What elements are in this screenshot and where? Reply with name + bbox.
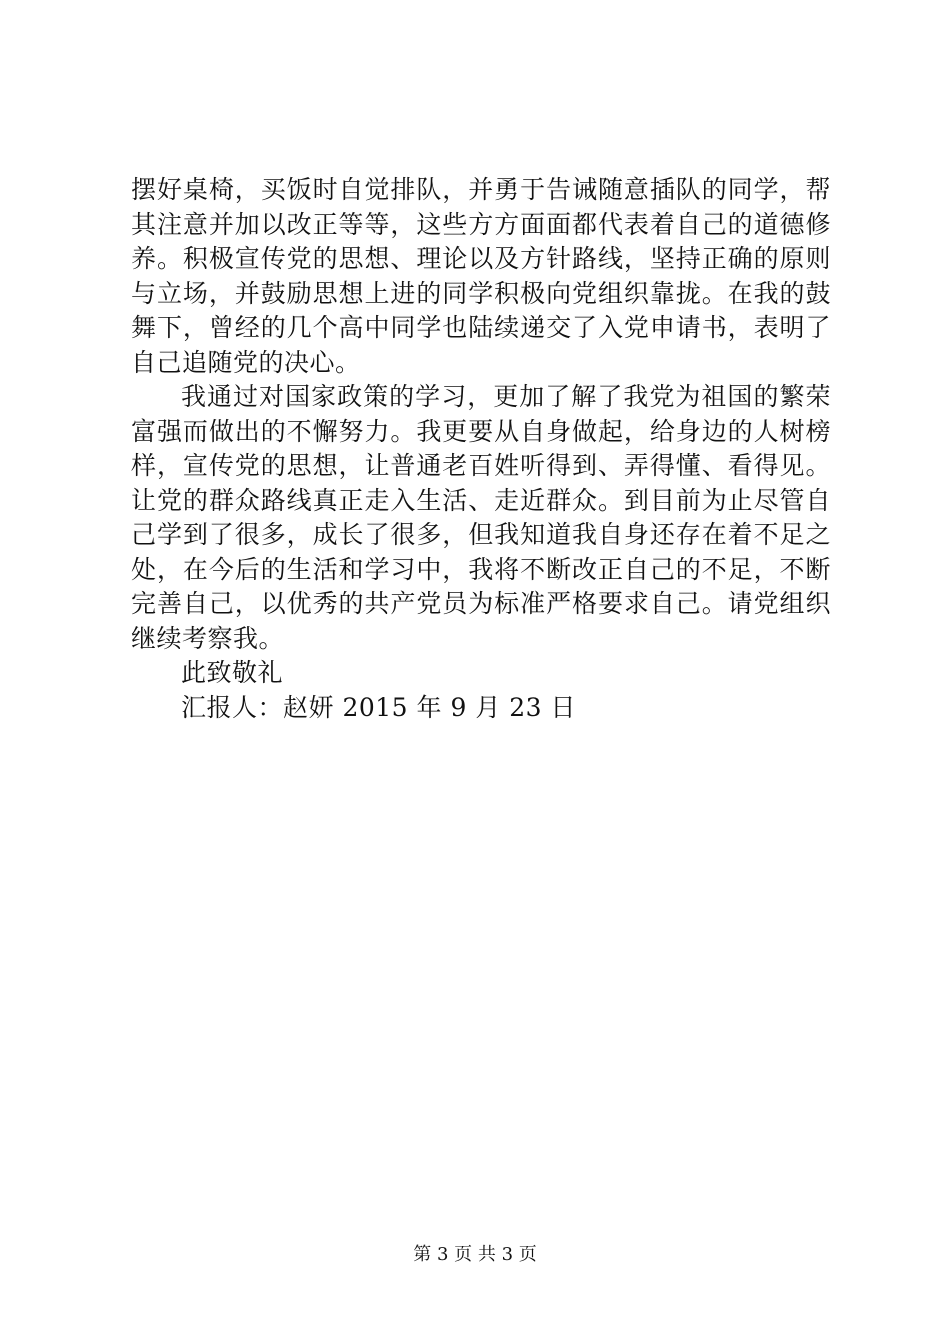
page-number: 第 3 页 共 3 页 [413, 1244, 537, 1265]
document-body [131, 173, 831, 725]
paragraph-1: 摆好桌椅，买饭时自觉排队，并勇于告诫随意插队的同学，帮其注意并加以改正等等，这些方方面面都代表着自己的道德修养。积极宣传党的思想、理论以及方针路线，坚持正确的原则与立场，并鼓励思想上进的同学积极向党组织靠拢。在我的鼓舞下，曾经的几个高中同学也陆续递交了入党申请书，表明了自己追随党的决心。 [131, 175, 831, 377]
paragraph-2: 我通过对国家政策的学习，更加了解了我党为祖国的繁荣富强而做出的不懈努力。我更要从自身做起，给身边的人树榜样，宣传党的思想，让普通老百姓听得到、弄得懂、看得见。让党的群众路线真正走入生活、走近群众。到目前为止尽管自己学到了很多，成长了很多，但我知道我自身还存在着不足之处，在今后的生活和学习中，我将不断改正自己的不足，不断完善自己，以优秀的共产党员为标准严格要求自己。请党组织继续考察我。 [131, 382, 831, 653]
closing-salutation: 此致敬礼 [181, 658, 284, 687]
signature-line: 汇报人：赵妍 2015 年 9 月 23 日 [181, 692, 577, 722]
